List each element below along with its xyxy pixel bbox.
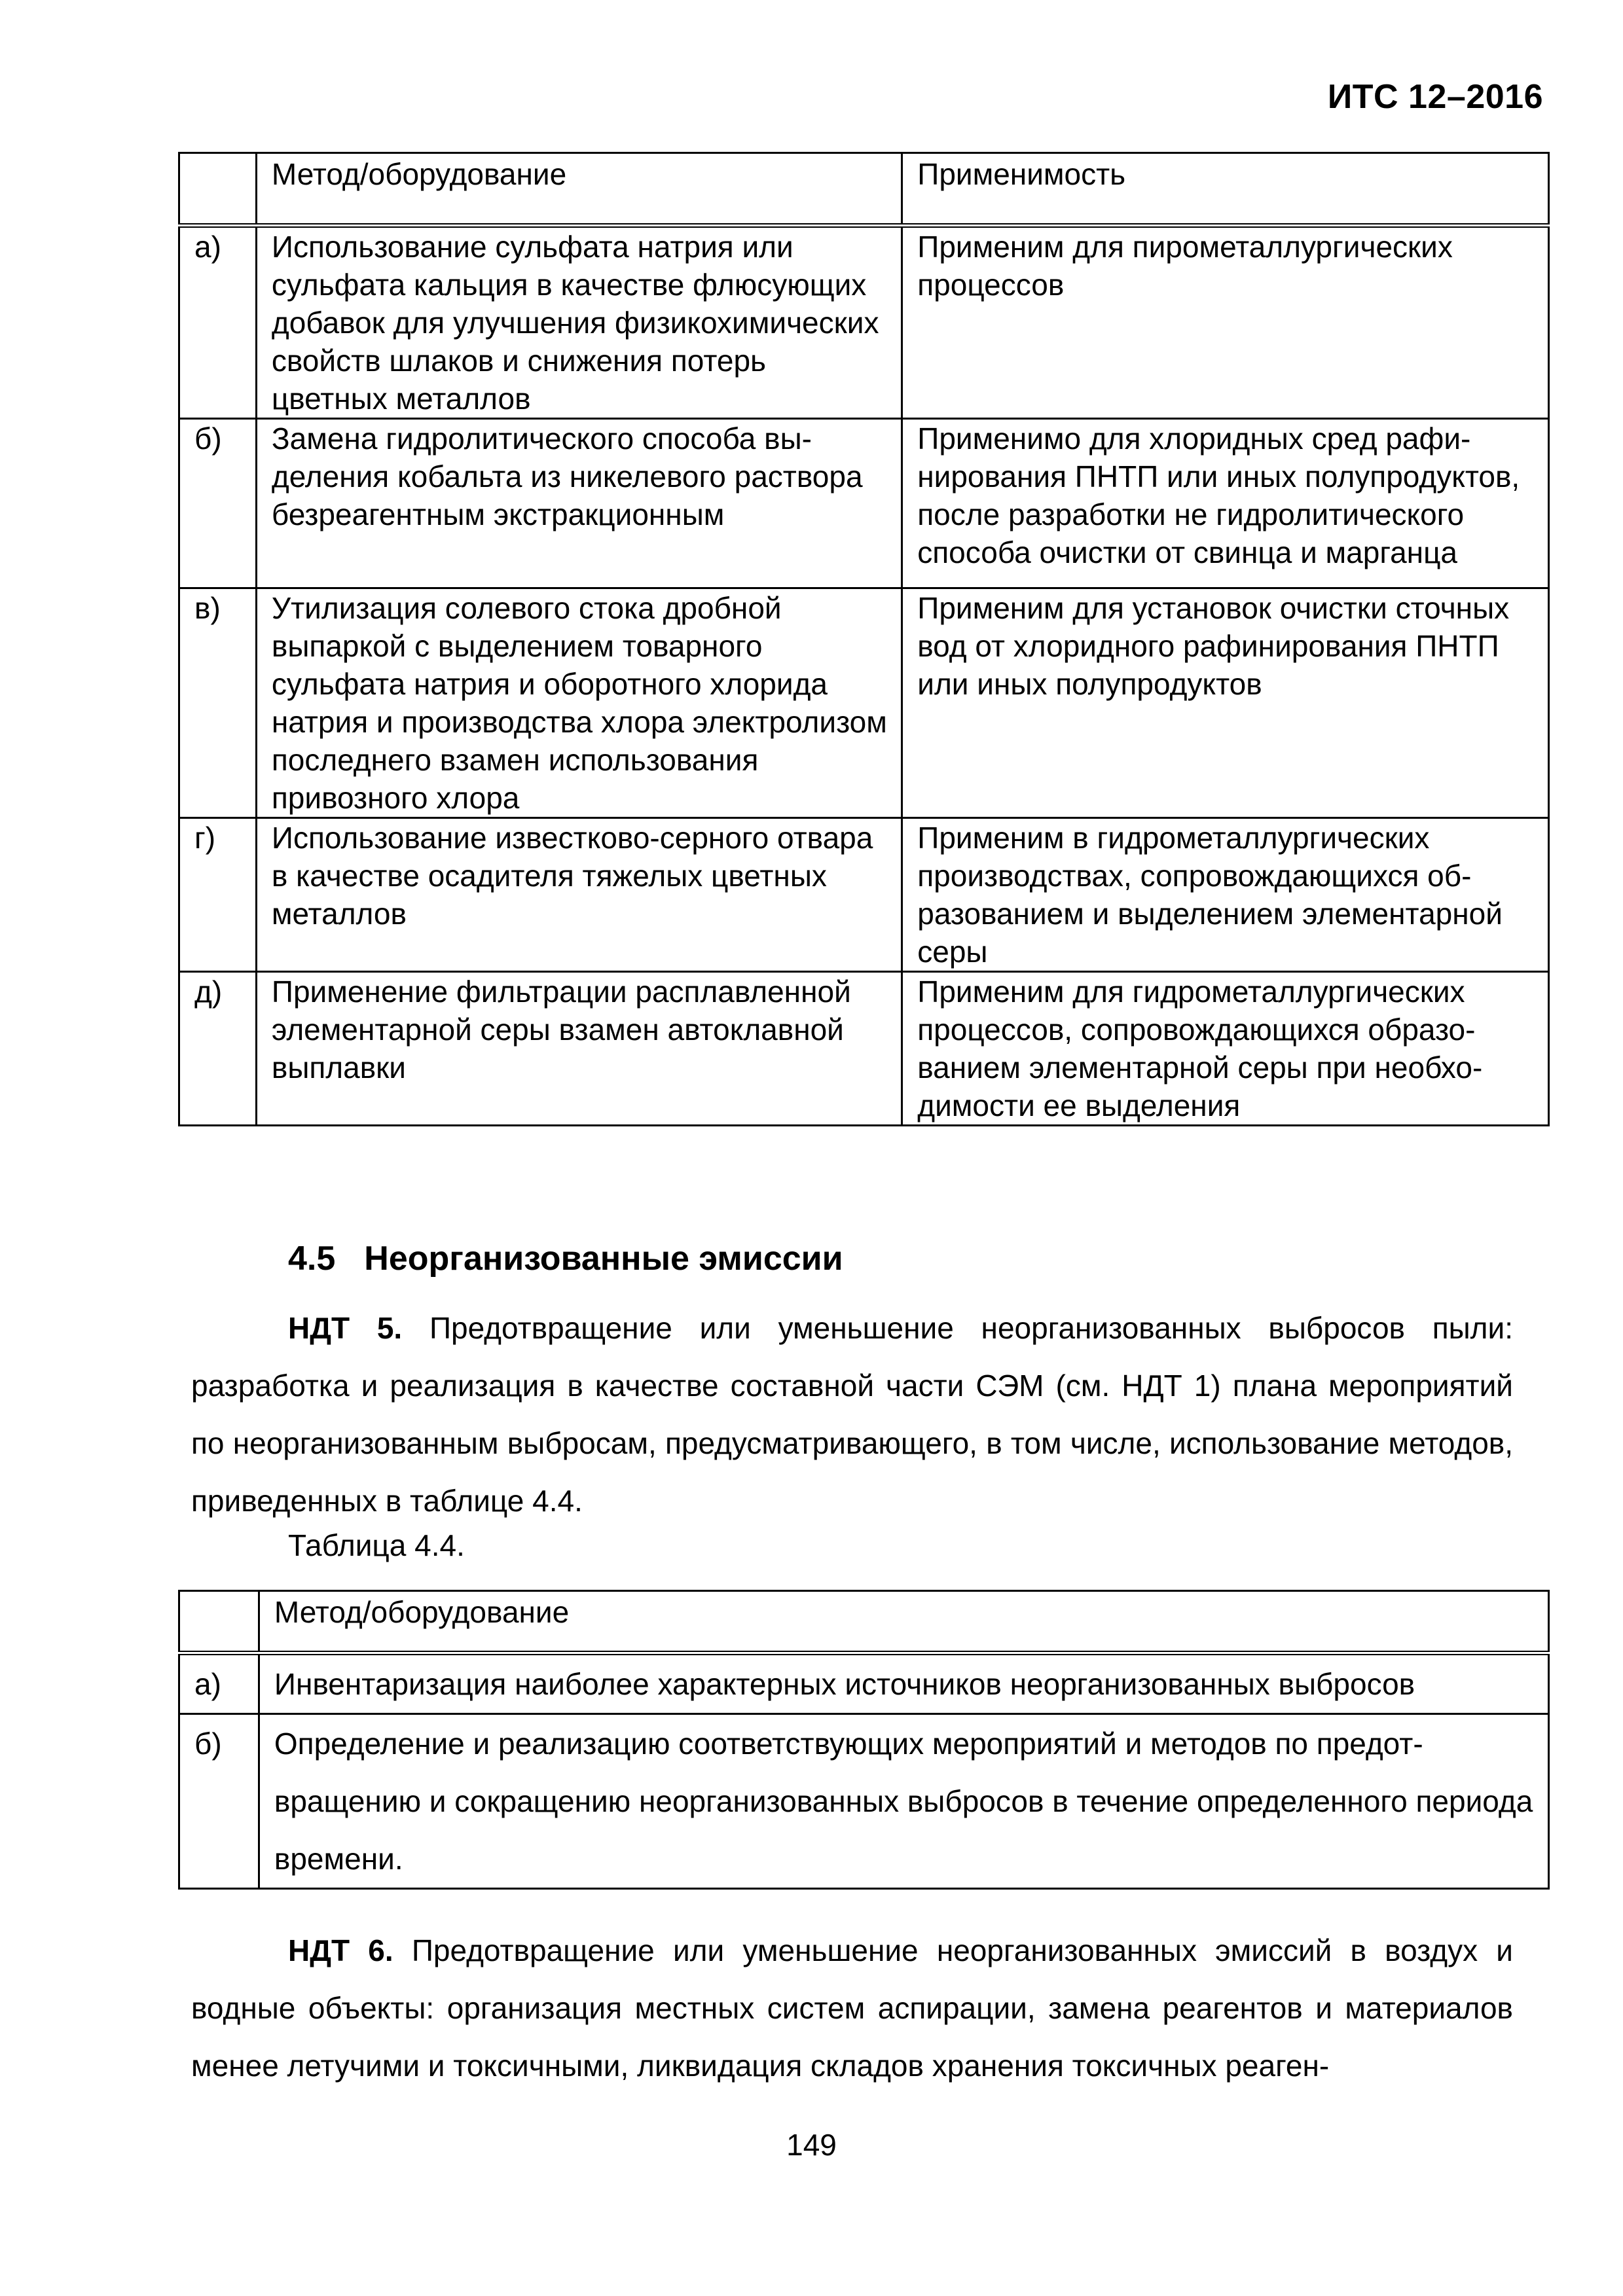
row-applicability: Применим в гидрометаллургических производствах, сопровождающихся образованием и выделением элементарной серы — [902, 818, 1549, 972]
table-row — [179, 1653, 1549, 1714]
row-method: Использование сульфата натрия или сульфата кальция в качестве флюсующих добавок для улучшения физикохимических свойств шлаков и снижения потерь цветных металлов — [256, 226, 902, 419]
table-row — [179, 818, 1549, 972]
ndt6-label: НДТ 6. — [288, 1933, 393, 1967]
header-cell-index — [179, 153, 257, 226]
row-applicability: Применимо для хлоридных сред рафинирования ПНТП или иных полупродуктов, после разработки не гидролитического способа очистки от свинца и марганца — [902, 419, 1549, 588]
ndt5-text: Предотвращение или уменьшение неорганизованных выбросов пыли: разработка и реализация в качестве составной части СЭМ (см. НДТ 1) плана мероприятий по неорганизованным выбросам, предусматривающего, в том числе, использование методов, приведенных в таблице 4.4. — [191, 1311, 1513, 1518]
row-index: а) — [179, 1653, 259, 1714]
table-header-row — [179, 1591, 1549, 1653]
ndt5-label: НДТ 5. — [288, 1311, 403, 1345]
row-index: д) — [179, 972, 257, 1126]
row-applicability: Применим для гидрометаллургических процессов, сопровождающихся образованием элементарной серы при необходимости ее выделения — [902, 972, 1549, 1126]
methods-applicability-table — [178, 152, 1550, 1126]
table-row — [179, 972, 1549, 1126]
table-row — [179, 1714, 1549, 1889]
row-applicability: Применим для пирометаллургических процессов — [902, 226, 1549, 419]
header-cell-index — [179, 1591, 259, 1653]
ndt6-text: Предотвращение или уменьшение неорганизованных эмиссий в воздух и водные объекты: организация местных систем аспирации, замена реагентов и материалов менее летучими и токсичными, ликвидация складов хранения токсичных реаген- — [191, 1933, 1513, 2083]
section-number: 4.5 — [288, 1240, 336, 1278]
ndt5-paragraph — [191, 1299, 1513, 1530]
section-title: Неорганизованные эмиссии — [364, 1240, 843, 1278]
row-index: а) — [179, 226, 257, 419]
row-method: Инвентаризация наиболее характерных источников неорганизованных выбросов — [259, 1653, 1548, 1714]
document-code: ИТС 12–2016 — [1327, 78, 1543, 116]
row-index: г) — [179, 818, 257, 972]
header-cell-method: Метод/оборудование — [256, 153, 902, 226]
table-row — [179, 419, 1549, 588]
row-index: б) — [179, 419, 257, 588]
table-row — [179, 588, 1549, 818]
row-method: Утилизация солевого стока дробной выпаркой с выделением товарного сульфата натрия и оборотного хлорида натрия и производства хлора электролизом последнего взамен использования привозного хлора — [256, 588, 902, 818]
row-index: в) — [179, 588, 257, 818]
row-method: Применение фильтрации расплавленной элементарной серы взамен автоклавной выплавки — [256, 972, 902, 1126]
row-index: б) — [179, 1714, 259, 1889]
table-caption: Таблица 4.4. — [288, 1528, 465, 1562]
row-applicability: Применим для установок очистки сточных вод от хлоридного рафинирования ПНТП или иных полупродуктов — [902, 588, 1549, 818]
ndt6-paragraph — [191, 1922, 1513, 2094]
row-method: Замена гидролитического способа выделения кобальта из никелевого раствора безреагентным экстракционным — [256, 419, 902, 588]
table-row — [179, 226, 1549, 419]
header-cell-method: Метод/оборудование — [259, 1591, 1548, 1653]
row-method: Использование известково-серного отвара в качестве осадителя тяжелых цветных металлов — [256, 818, 902, 972]
header-cell-applicability: Применимость — [902, 153, 1549, 226]
page-number: 149 — [786, 2128, 837, 2162]
section-heading — [288, 1239, 843, 1278]
fugitive-emissions-methods-table — [178, 1590, 1550, 1890]
table-header-row — [179, 153, 1549, 226]
row-method: Определение и реализацию соответствующих мероприятий и методов по предотвращению и сокращению неорганизованных выбросов в течение определенного периода времени. — [259, 1714, 1548, 1889]
